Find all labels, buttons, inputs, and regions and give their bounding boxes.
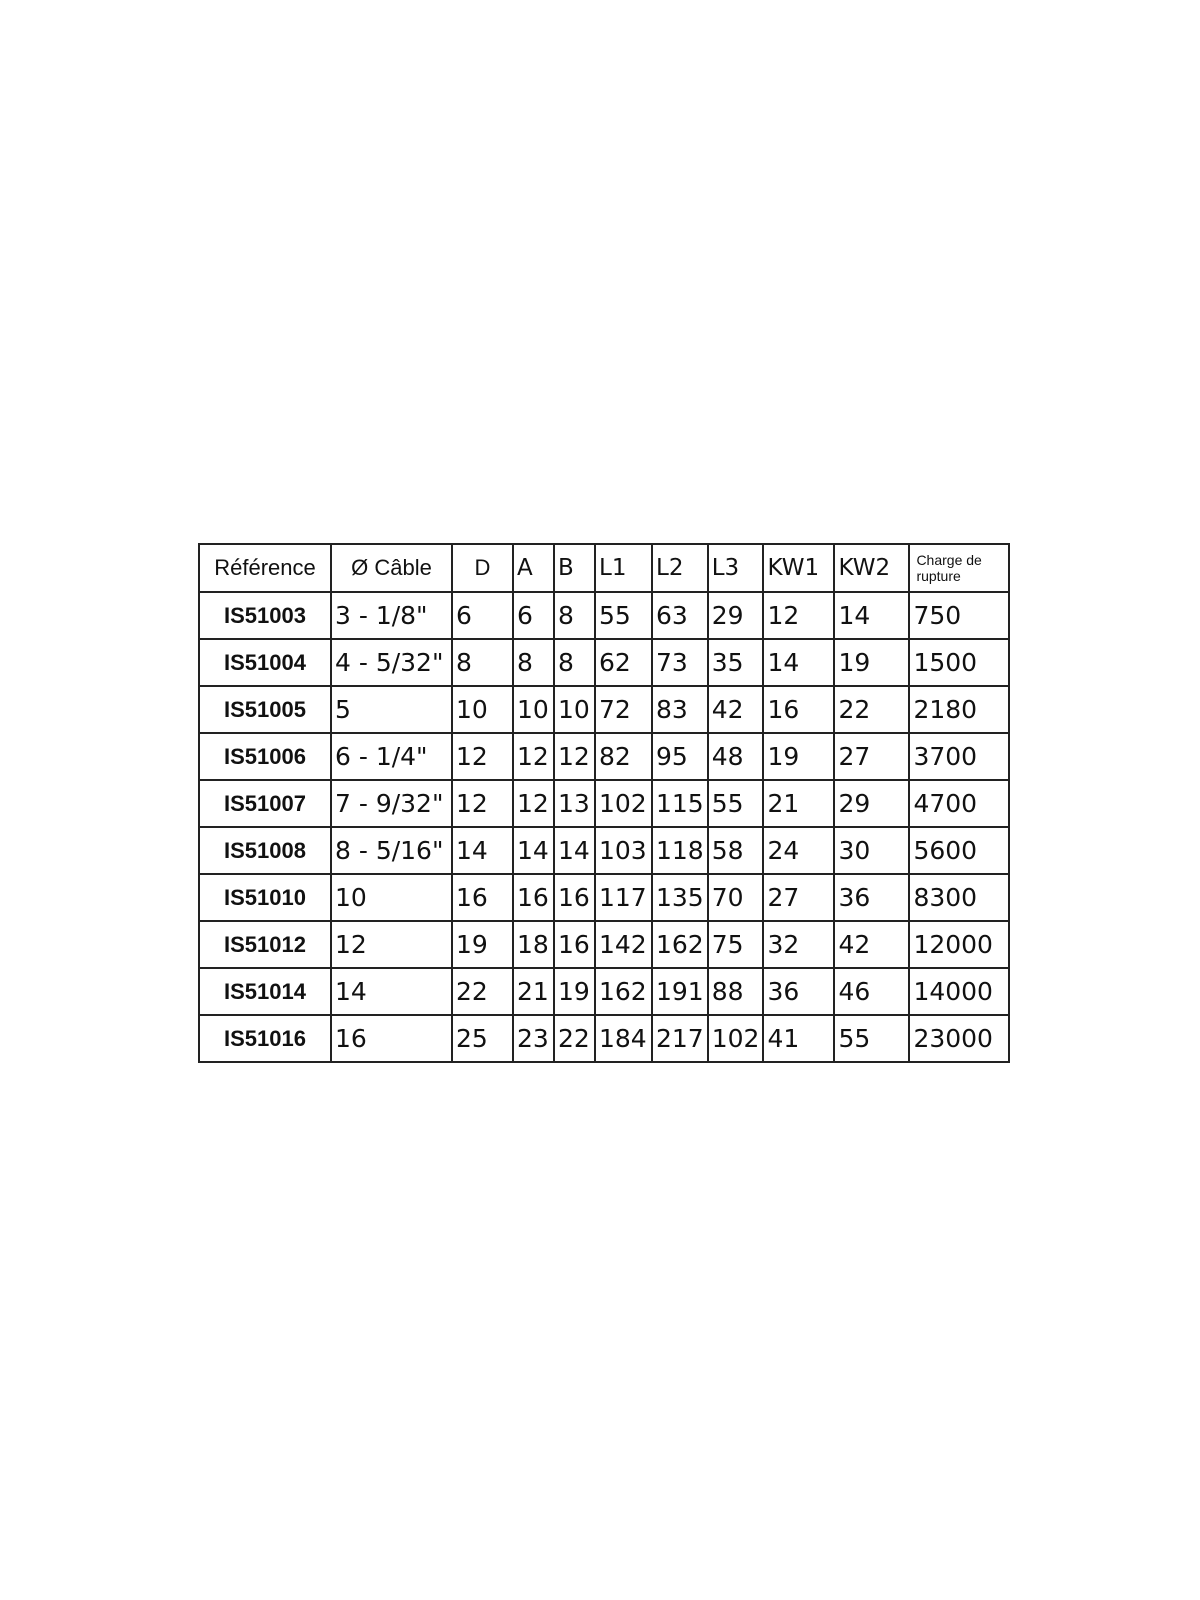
cell-cable: 8 - 5/16" <box>331 827 452 874</box>
cell-kw2: 42 <box>834 921 909 968</box>
cell-charge: 14000 <box>909 968 1009 1015</box>
table-row <box>199 639 1009 686</box>
cell-kw2: 36 <box>834 874 909 921</box>
cell-l2: 115 <box>652 780 708 827</box>
cell-l3: 35 <box>708 639 764 686</box>
cell-reference: IS51004 <box>199 639 331 686</box>
cell-b: 10 <box>554 686 595 733</box>
cell-d: 16 <box>452 874 513 921</box>
table-row <box>199 1015 1009 1062</box>
cell-cable: 10 <box>331 874 452 921</box>
cell-l2: 135 <box>652 874 708 921</box>
table-header <box>199 544 1009 592</box>
specification-table <box>198 543 1010 1063</box>
cell-l3: 70 <box>708 874 764 921</box>
cell-b: 14 <box>554 827 595 874</box>
cell-l1: 72 <box>595 686 652 733</box>
cell-l1: 142 <box>595 921 652 968</box>
cell-a: 6 <box>513 592 554 639</box>
cell-charge: 750 <box>909 592 1009 639</box>
header-row <box>199 544 1009 592</box>
cell-l2: 73 <box>652 639 708 686</box>
cell-a: 12 <box>513 780 554 827</box>
cell-l2: 162 <box>652 921 708 968</box>
cell-l3: 55 <box>708 780 764 827</box>
cell-kw1: 27 <box>763 874 834 921</box>
cell-l1: 102 <box>595 780 652 827</box>
cell-reference: IS51012 <box>199 921 331 968</box>
cell-l3: 42 <box>708 686 764 733</box>
table-row <box>199 921 1009 968</box>
cell-cable: 14 <box>331 968 452 1015</box>
header-a: A <box>513 544 554 592</box>
cell-reference: IS51003 <box>199 592 331 639</box>
cell-reference: IS51005 <box>199 686 331 733</box>
cell-l2: 83 <box>652 686 708 733</box>
cell-cable: 5 <box>331 686 452 733</box>
cell-a: 8 <box>513 639 554 686</box>
cell-l3: 75 <box>708 921 764 968</box>
cell-cable: 6 - 1/4" <box>331 733 452 780</box>
cell-b: 8 <box>554 592 595 639</box>
cell-charge: 1500 <box>909 639 1009 686</box>
cell-d: 14 <box>452 827 513 874</box>
cell-a: 12 <box>513 733 554 780</box>
cell-kw1: 16 <box>763 686 834 733</box>
table-row <box>199 827 1009 874</box>
cell-l3: 48 <box>708 733 764 780</box>
cell-d: 8 <box>452 639 513 686</box>
cell-cable: 4 - 5/32" <box>331 639 452 686</box>
cell-d: 12 <box>452 780 513 827</box>
cell-reference: IS51016 <box>199 1015 331 1062</box>
cell-kw2: 55 <box>834 1015 909 1062</box>
cell-b: 13 <box>554 780 595 827</box>
header-reference: Référence <box>199 544 331 592</box>
cell-d: 10 <box>452 686 513 733</box>
cell-a: 23 <box>513 1015 554 1062</box>
cell-reference: IS51008 <box>199 827 331 874</box>
cell-l3: 88 <box>708 968 764 1015</box>
cell-l1: 55 <box>595 592 652 639</box>
header-d: D <box>452 544 513 592</box>
cell-b: 12 <box>554 733 595 780</box>
cell-l1: 62 <box>595 639 652 686</box>
cell-kw1: 41 <box>763 1015 834 1062</box>
cell-a: 18 <box>513 921 554 968</box>
cell-a: 16 <box>513 874 554 921</box>
cell-l2: 217 <box>652 1015 708 1062</box>
cell-l1: 184 <box>595 1015 652 1062</box>
cell-b: 19 <box>554 968 595 1015</box>
cell-cable: 7 - 9/32" <box>331 780 452 827</box>
cell-charge: 8300 <box>909 874 1009 921</box>
cell-kw2: 29 <box>834 780 909 827</box>
cell-l1: 117 <box>595 874 652 921</box>
header-l2: L2 <box>652 544 708 592</box>
header-kw1: KW1 <box>763 544 834 592</box>
table-row <box>199 874 1009 921</box>
cell-charge: 4700 <box>909 780 1009 827</box>
cell-cable: 12 <box>331 921 452 968</box>
cell-reference: IS51010 <box>199 874 331 921</box>
cell-l1: 162 <box>595 968 652 1015</box>
cell-kw1: 32 <box>763 921 834 968</box>
cell-l2: 63 <box>652 592 708 639</box>
header-cable-diameter: Ø Câble <box>331 544 452 592</box>
cell-l1: 82 <box>595 733 652 780</box>
cell-reference: IS51006 <box>199 733 331 780</box>
cell-cable: 3 - 1/8" <box>331 592 452 639</box>
cell-kw1: 21 <box>763 780 834 827</box>
cell-kw1: 36 <box>763 968 834 1015</box>
cell-l3: 29 <box>708 592 764 639</box>
cell-d: 25 <box>452 1015 513 1062</box>
cell-kw1: 14 <box>763 639 834 686</box>
cell-kw2: 46 <box>834 968 909 1015</box>
cell-d: 22 <box>452 968 513 1015</box>
table-row <box>199 592 1009 639</box>
cell-b: 16 <box>554 921 595 968</box>
cell-a: 10 <box>513 686 554 733</box>
cell-kw2: 30 <box>834 827 909 874</box>
cell-kw1: 24 <box>763 827 834 874</box>
cell-b: 8 <box>554 639 595 686</box>
cell-l3: 58 <box>708 827 764 874</box>
cell-l2: 118 <box>652 827 708 874</box>
cell-kw1: 12 <box>763 592 834 639</box>
cell-l2: 191 <box>652 968 708 1015</box>
cell-reference: IS51007 <box>199 780 331 827</box>
cell-a: 14 <box>513 827 554 874</box>
cell-kw2: 27 <box>834 733 909 780</box>
cell-reference: IS51014 <box>199 968 331 1015</box>
cell-d: 19 <box>452 921 513 968</box>
cell-kw2: 19 <box>834 639 909 686</box>
table-row <box>199 733 1009 780</box>
cell-cable: 16 <box>331 1015 452 1062</box>
cell-charge: 12000 <box>909 921 1009 968</box>
header-l1: L1 <box>595 544 652 592</box>
cell-kw2: 14 <box>834 592 909 639</box>
header-b: B <box>554 544 595 592</box>
cell-charge: 3700 <box>909 733 1009 780</box>
cell-charge: 5600 <box>909 827 1009 874</box>
cell-charge: 2180 <box>909 686 1009 733</box>
cell-l2: 95 <box>652 733 708 780</box>
cell-l3: 102 <box>708 1015 764 1062</box>
header-breaking-load: Charge de rupture <box>909 544 1009 592</box>
cell-d: 6 <box>452 592 513 639</box>
cell-b: 16 <box>554 874 595 921</box>
cell-charge: 23000 <box>909 1015 1009 1062</box>
cell-d: 12 <box>452 733 513 780</box>
table-row <box>199 686 1009 733</box>
table-row <box>199 968 1009 1015</box>
table-body <box>199 592 1009 1062</box>
cell-kw2: 22 <box>834 686 909 733</box>
cell-l1: 103 <box>595 827 652 874</box>
header-l3: L3 <box>708 544 764 592</box>
header-kw2: KW2 <box>834 544 909 592</box>
cell-a: 21 <box>513 968 554 1015</box>
cell-kw1: 19 <box>763 733 834 780</box>
cell-b: 22 <box>554 1015 595 1062</box>
table-row <box>199 780 1009 827</box>
